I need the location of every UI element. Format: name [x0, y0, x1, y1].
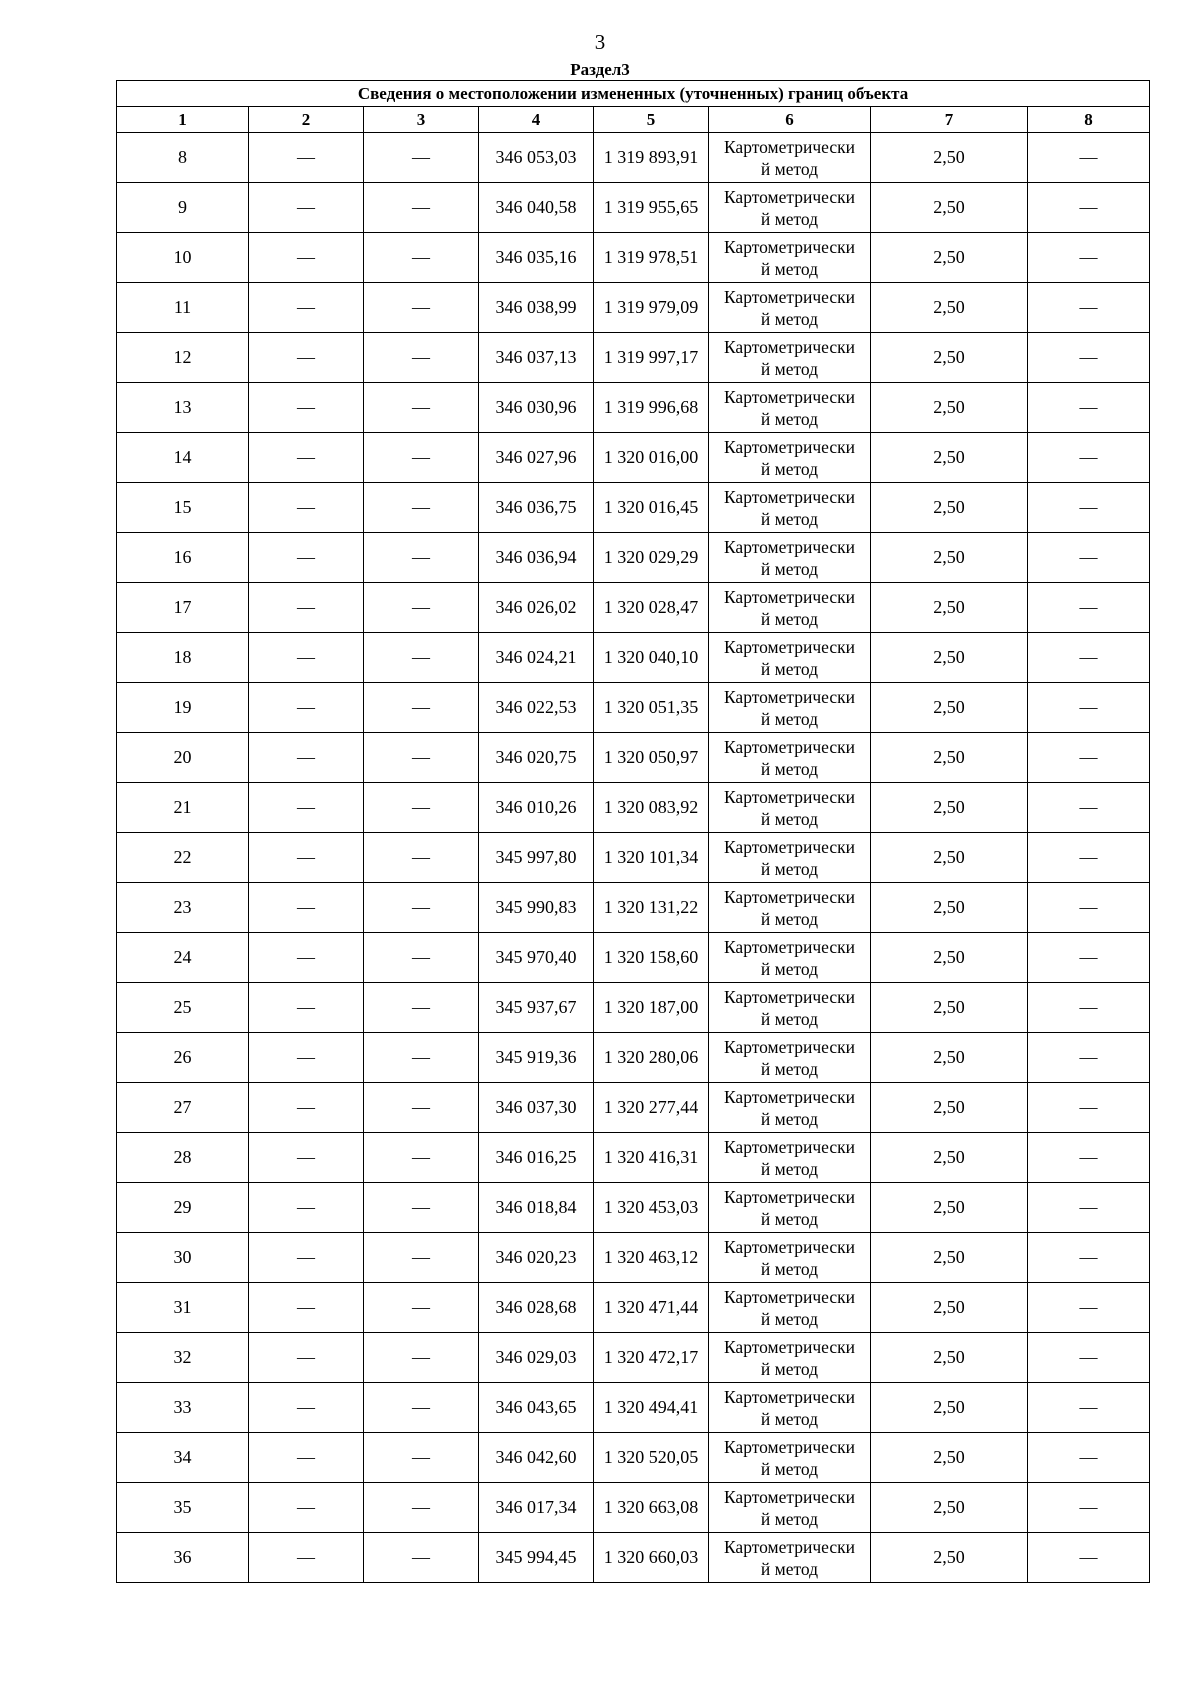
empty-value-cell: — — [364, 283, 479, 333]
method-cell: Картометрически й метод — [709, 883, 871, 933]
point-number-cell: 28 — [117, 1133, 249, 1183]
point-number-cell: 25 — [117, 983, 249, 1033]
y-coordinate-cell: 1 320 277,44 — [594, 1083, 709, 1133]
point-number-cell: 15 — [117, 483, 249, 533]
table-row — [117, 133, 1150, 183]
x-coordinate-cell: 346 022,53 — [479, 683, 594, 733]
x-coordinate-cell: 346 024,21 — [479, 633, 594, 683]
table-row — [117, 683, 1150, 733]
empty-value-cell: — — [1028, 883, 1150, 933]
empty-value-cell: — — [364, 1433, 479, 1483]
empty-value-cell: — — [1028, 733, 1150, 783]
y-coordinate-cell: 1 320 660,03 — [594, 1533, 709, 1583]
x-coordinate-cell: 346 030,96 — [479, 383, 594, 433]
y-coordinate-cell: 1 320 453,03 — [594, 1183, 709, 1233]
point-number-cell: 21 — [117, 783, 249, 833]
y-coordinate-cell: 1 320 416,31 — [594, 1133, 709, 1183]
x-coordinate-cell: 346 037,30 — [479, 1083, 594, 1133]
point-number-cell: 14 — [117, 433, 249, 483]
empty-value-cell: — — [364, 883, 479, 933]
method-cell: Картометрически й метод — [709, 1483, 871, 1533]
method-cell: Картометрически й метод — [709, 1333, 871, 1383]
x-coordinate-cell: 346 043,65 — [479, 1383, 594, 1433]
empty-value-cell: — — [249, 183, 364, 233]
empty-value-cell: — — [1028, 1333, 1150, 1383]
method-cell: Картометрически й метод — [709, 383, 871, 433]
method-cell: Картометрически й метод — [709, 1133, 871, 1183]
point-number-cell: 18 — [117, 633, 249, 683]
empty-value-cell: — — [364, 533, 479, 583]
x-coordinate-cell: 346 016,25 — [479, 1133, 594, 1183]
table-row — [117, 183, 1150, 233]
accuracy-cell: 2,50 — [871, 833, 1028, 883]
empty-value-cell: — — [1028, 1083, 1150, 1133]
method-cell: Картометрически й метод — [709, 1283, 871, 1333]
empty-value-cell: — — [249, 1283, 364, 1333]
coordinates-table — [116, 80, 1150, 1583]
table-row — [117, 1133, 1150, 1183]
column-number: 5 — [594, 107, 709, 133]
empty-value-cell: — — [249, 1533, 364, 1583]
empty-value-cell: — — [249, 633, 364, 683]
x-coordinate-cell: 345 994,45 — [479, 1533, 594, 1583]
empty-value-cell: — — [1028, 1183, 1150, 1233]
table-row — [117, 783, 1150, 833]
empty-value-cell: — — [249, 1483, 364, 1533]
accuracy-cell: 2,50 — [871, 933, 1028, 983]
point-number-cell: 31 — [117, 1283, 249, 1333]
empty-value-cell: — — [1028, 183, 1150, 233]
empty-value-cell: — — [1028, 1483, 1150, 1533]
table-row — [117, 433, 1150, 483]
x-coordinate-cell: 346 035,16 — [479, 233, 594, 283]
accuracy-cell: 2,50 — [871, 1283, 1028, 1333]
empty-value-cell: — — [364, 483, 479, 533]
column-number: 2 — [249, 107, 364, 133]
x-coordinate-cell: 346 010,26 — [479, 783, 594, 833]
empty-value-cell: — — [364, 583, 479, 633]
empty-value-cell: — — [1028, 933, 1150, 983]
empty-value-cell: — — [364, 1333, 479, 1383]
method-cell: Картометрически й метод — [709, 283, 871, 333]
method-cell: Картометрически й метод — [709, 833, 871, 883]
empty-value-cell: — — [364, 1183, 479, 1233]
method-cell: Картометрически й метод — [709, 1233, 871, 1283]
y-coordinate-cell: 1 320 083,92 — [594, 783, 709, 833]
accuracy-cell: 2,50 — [871, 233, 1028, 283]
x-coordinate-cell: 346 037,13 — [479, 333, 594, 383]
empty-value-cell: — — [249, 433, 364, 483]
table-row — [117, 583, 1150, 633]
empty-value-cell: — — [364, 933, 479, 983]
empty-value-cell: — — [1028, 583, 1150, 633]
table-row — [117, 333, 1150, 383]
accuracy-cell: 2,50 — [871, 983, 1028, 1033]
x-coordinate-cell: 346 017,34 — [479, 1483, 594, 1533]
empty-value-cell: — — [249, 883, 364, 933]
point-number-cell: 16 — [117, 533, 249, 583]
accuracy-cell: 2,50 — [871, 1183, 1028, 1233]
point-number-cell: 26 — [117, 1033, 249, 1083]
table-row — [117, 1083, 1150, 1133]
empty-value-cell: — — [249, 333, 364, 383]
method-cell: Картометрически й метод — [709, 233, 871, 283]
accuracy-cell: 2,50 — [871, 1433, 1028, 1483]
table-row — [117, 233, 1150, 283]
method-cell: Картометрически й метод — [709, 733, 871, 783]
table-row — [117, 533, 1150, 583]
empty-value-cell: — — [1028, 1383, 1150, 1433]
table-row — [117, 1533, 1150, 1583]
y-coordinate-cell: 1 320 158,60 — [594, 933, 709, 983]
empty-value-cell: — — [1028, 1283, 1150, 1333]
y-coordinate-cell: 1 320 051,35 — [594, 683, 709, 733]
x-coordinate-cell: 346 040,58 — [479, 183, 594, 233]
y-coordinate-cell: 1 319 893,91 — [594, 133, 709, 183]
table-row — [117, 1333, 1150, 1383]
y-coordinate-cell: 1 320 463,12 — [594, 1233, 709, 1283]
empty-value-cell: — — [249, 933, 364, 983]
y-coordinate-cell: 1 320 472,17 — [594, 1333, 709, 1383]
empty-value-cell: — — [1028, 1033, 1150, 1083]
table-row — [117, 633, 1150, 683]
method-cell: Картометрически й метод — [709, 633, 871, 683]
empty-value-cell: — — [364, 633, 479, 683]
accuracy-cell: 2,50 — [871, 683, 1028, 733]
empty-value-cell: — — [364, 833, 479, 883]
accuracy-cell: 2,50 — [871, 483, 1028, 533]
table-row — [117, 1283, 1150, 1333]
empty-value-cell: — — [249, 783, 364, 833]
y-coordinate-cell: 1 320 663,08 — [594, 1483, 709, 1533]
method-cell: Картометрически й метод — [709, 183, 871, 233]
empty-value-cell: — — [364, 983, 479, 1033]
point-number-cell: 19 — [117, 683, 249, 733]
y-coordinate-cell: 1 319 978,51 — [594, 233, 709, 283]
y-coordinate-cell: 1 320 131,22 — [594, 883, 709, 933]
x-coordinate-cell: 346 027,96 — [479, 433, 594, 483]
empty-value-cell: — — [249, 1233, 364, 1283]
y-coordinate-cell: 1 319 997,17 — [594, 333, 709, 383]
point-number-cell: 23 — [117, 883, 249, 933]
empty-value-cell: — — [1028, 833, 1150, 883]
empty-value-cell: — — [1028, 1533, 1150, 1583]
empty-value-cell: — — [364, 1283, 479, 1333]
x-coordinate-cell: 345 997,80 — [479, 833, 594, 883]
empty-value-cell: — — [1028, 283, 1150, 333]
x-coordinate-cell: 345 970,40 — [479, 933, 594, 983]
y-coordinate-cell: 1 319 979,09 — [594, 283, 709, 333]
column-number: 4 — [479, 107, 594, 133]
method-cell: Картометрически й метод — [709, 533, 871, 583]
empty-value-cell: — — [364, 1233, 479, 1283]
table-row — [117, 1483, 1150, 1533]
empty-value-cell: — — [364, 1483, 479, 1533]
table-row — [117, 283, 1150, 333]
method-cell: Картометрически й метод — [709, 133, 871, 183]
empty-value-cell: — — [1028, 483, 1150, 533]
accuracy-cell: 2,50 — [871, 133, 1028, 183]
point-number-cell: 29 — [117, 1183, 249, 1233]
point-number-cell: 34 — [117, 1433, 249, 1483]
empty-value-cell: — — [364, 233, 479, 283]
y-coordinate-cell: 1 320 280,06 — [594, 1033, 709, 1083]
empty-value-cell: — — [249, 1333, 364, 1383]
empty-value-cell: — — [364, 183, 479, 233]
method-cell: Картометрически й метод — [709, 1383, 871, 1433]
x-coordinate-cell: 346 038,99 — [479, 283, 594, 333]
accuracy-cell: 2,50 — [871, 533, 1028, 583]
empty-value-cell: — — [1028, 1133, 1150, 1183]
table-row — [117, 1433, 1150, 1483]
accuracy-cell: 2,50 — [871, 183, 1028, 233]
point-number-cell: 24 — [117, 933, 249, 983]
y-coordinate-cell: 1 320 028,47 — [594, 583, 709, 633]
table-row — [117, 933, 1150, 983]
accuracy-cell: 2,50 — [871, 333, 1028, 383]
empty-value-cell: — — [1028, 233, 1150, 283]
point-number-cell: 22 — [117, 833, 249, 883]
empty-value-cell: — — [1028, 683, 1150, 733]
empty-value-cell: — — [249, 1083, 364, 1133]
empty-value-cell: — — [249, 983, 364, 1033]
x-coordinate-cell: 345 919,36 — [479, 1033, 594, 1083]
point-number-cell: 17 — [117, 583, 249, 633]
column-number: 7 — [871, 107, 1028, 133]
x-coordinate-cell: 345 990,83 — [479, 883, 594, 933]
table-row — [117, 1033, 1150, 1083]
point-number-cell: 9 — [117, 183, 249, 233]
table-body — [117, 133, 1150, 1583]
empty-value-cell: — — [249, 133, 364, 183]
table-row — [117, 483, 1150, 533]
empty-value-cell: — — [1028, 983, 1150, 1033]
empty-value-cell: — — [1028, 633, 1150, 683]
empty-value-cell: — — [249, 583, 364, 633]
point-number-cell: 36 — [117, 1533, 249, 1583]
empty-value-cell: — — [249, 1183, 364, 1233]
x-coordinate-cell: 346 029,03 — [479, 1333, 594, 1383]
empty-value-cell: — — [249, 533, 364, 583]
y-coordinate-cell: 1 320 494,41 — [594, 1383, 709, 1433]
table-row — [117, 833, 1150, 883]
x-coordinate-cell: 346 026,02 — [479, 583, 594, 633]
x-coordinate-cell: 346 028,68 — [479, 1283, 594, 1333]
empty-value-cell: — — [1028, 433, 1150, 483]
x-coordinate-cell: 346 036,75 — [479, 483, 594, 533]
empty-value-cell: — — [249, 1133, 364, 1183]
empty-value-cell: — — [249, 1383, 364, 1433]
table-row — [117, 1233, 1150, 1283]
empty-value-cell: — — [1028, 533, 1150, 583]
empty-value-cell: — — [364, 333, 479, 383]
table-row — [117, 1183, 1150, 1233]
empty-value-cell: — — [249, 1033, 364, 1083]
point-number-cell: 32 — [117, 1333, 249, 1383]
accuracy-cell: 2,50 — [871, 1233, 1028, 1283]
method-cell: Картометрически й метод — [709, 983, 871, 1033]
column-number: 1 — [117, 107, 249, 133]
empty-value-cell: — — [364, 733, 479, 783]
empty-value-cell: — — [1028, 333, 1150, 383]
point-number-cell: 30 — [117, 1233, 249, 1283]
point-number-cell: 27 — [117, 1083, 249, 1133]
accuracy-cell: 2,50 — [871, 733, 1028, 783]
accuracy-cell: 2,50 — [871, 1533, 1028, 1583]
point-number-cell: 11 — [117, 283, 249, 333]
point-number-cell: 10 — [117, 233, 249, 283]
method-cell: Картометрически й метод — [709, 1533, 871, 1583]
method-cell: Картометрически й метод — [709, 433, 871, 483]
accuracy-cell: 2,50 — [871, 1383, 1028, 1433]
empty-value-cell: — — [1028, 1433, 1150, 1483]
accuracy-cell: 2,50 — [871, 1133, 1028, 1183]
x-coordinate-cell: 345 937,67 — [479, 983, 594, 1033]
method-cell: Картометрически й метод — [709, 483, 871, 533]
method-cell: Картометрически й метод — [709, 333, 871, 383]
accuracy-cell: 2,50 — [871, 883, 1028, 933]
empty-value-cell: — — [364, 1383, 479, 1433]
point-number-cell: 12 — [117, 333, 249, 383]
empty-value-cell: — — [249, 1433, 364, 1483]
page-number: 3 — [594, 30, 606, 54]
empty-value-cell: — — [364, 1133, 479, 1183]
method-cell: Картометрически й метод — [709, 1433, 871, 1483]
y-coordinate-cell: 1 320 101,34 — [594, 833, 709, 883]
y-coordinate-cell: 1 320 040,10 — [594, 633, 709, 683]
accuracy-cell: 2,50 — [871, 1483, 1028, 1533]
y-coordinate-cell: 1 320 029,29 — [594, 533, 709, 583]
empty-value-cell: — — [1028, 133, 1150, 183]
method-cell: Картометрически й метод — [709, 583, 871, 633]
empty-value-cell: — — [364, 683, 479, 733]
empty-value-cell: — — [364, 1533, 479, 1583]
column-number: 3 — [364, 107, 479, 133]
x-coordinate-cell: 346 020,23 — [479, 1233, 594, 1283]
table-caption: Сведения о местоположении измененных (уточненных) границ объекта — [117, 81, 1150, 107]
empty-value-cell: — — [249, 283, 364, 333]
point-number-cell: 13 — [117, 383, 249, 433]
y-coordinate-cell: 1 320 520,05 — [594, 1433, 709, 1483]
empty-value-cell: — — [364, 783, 479, 833]
empty-value-cell: — — [364, 383, 479, 433]
point-number-cell: 8 — [117, 133, 249, 183]
y-coordinate-cell: 1 320 050,97 — [594, 733, 709, 783]
empty-value-cell: — — [249, 733, 364, 783]
empty-value-cell: — — [364, 133, 479, 183]
accuracy-cell: 2,50 — [871, 1033, 1028, 1083]
empty-value-cell: — — [249, 483, 364, 533]
accuracy-cell: 2,50 — [871, 283, 1028, 333]
empty-value-cell: — — [249, 683, 364, 733]
y-coordinate-cell: 1 320 187,00 — [594, 983, 709, 1033]
table-row — [117, 883, 1150, 933]
empty-value-cell: — — [249, 383, 364, 433]
accuracy-cell: 2,50 — [871, 383, 1028, 433]
empty-value-cell: — — [1028, 383, 1150, 433]
table-row — [117, 733, 1150, 783]
method-cell: Картометрически й метод — [709, 783, 871, 833]
empty-value-cell: — — [364, 1033, 479, 1083]
point-number-cell: 35 — [117, 1483, 249, 1533]
method-cell: Картометрически й метод — [709, 683, 871, 733]
column-numbers-row — [117, 107, 1150, 133]
x-coordinate-cell: 346 018,84 — [479, 1183, 594, 1233]
accuracy-cell: 2,50 — [871, 1083, 1028, 1133]
y-coordinate-cell: 1 320 471,44 — [594, 1283, 709, 1333]
x-coordinate-cell: 346 053,03 — [479, 133, 594, 183]
section-title: Раздел3 — [570, 60, 630, 79]
table-row — [117, 983, 1150, 1033]
empty-value-cell: — — [249, 833, 364, 883]
method-cell: Картометрически й метод — [709, 1083, 871, 1133]
x-coordinate-cell: 346 020,75 — [479, 733, 594, 783]
x-coordinate-cell: 346 042,60 — [479, 1433, 594, 1483]
empty-value-cell: — — [1028, 1233, 1150, 1283]
column-number: 8 — [1028, 107, 1150, 133]
x-coordinate-cell: 346 036,94 — [479, 533, 594, 583]
y-coordinate-cell: 1 319 996,68 — [594, 383, 709, 433]
point-number-cell: 33 — [117, 1383, 249, 1433]
table-row — [117, 1383, 1150, 1433]
accuracy-cell: 2,50 — [871, 1333, 1028, 1383]
method-cell: Картометрически й метод — [709, 933, 871, 983]
empty-value-cell: — — [364, 1083, 479, 1133]
y-coordinate-cell: 1 319 955,65 — [594, 183, 709, 233]
y-coordinate-cell: 1 320 016,00 — [594, 433, 709, 483]
method-cell: Картометрически й метод — [709, 1183, 871, 1233]
accuracy-cell: 2,50 — [871, 433, 1028, 483]
empty-value-cell: — — [249, 233, 364, 283]
column-number: 6 — [709, 107, 871, 133]
accuracy-cell: 2,50 — [871, 583, 1028, 633]
method-cell: Картометрически й метод — [709, 1033, 871, 1083]
table-row — [117, 383, 1150, 433]
y-coordinate-cell: 1 320 016,45 — [594, 483, 709, 533]
empty-value-cell: — — [1028, 783, 1150, 833]
point-number-cell: 20 — [117, 733, 249, 783]
accuracy-cell: 2,50 — [871, 633, 1028, 683]
accuracy-cell: 2,50 — [871, 783, 1028, 833]
empty-value-cell: — — [364, 433, 479, 483]
